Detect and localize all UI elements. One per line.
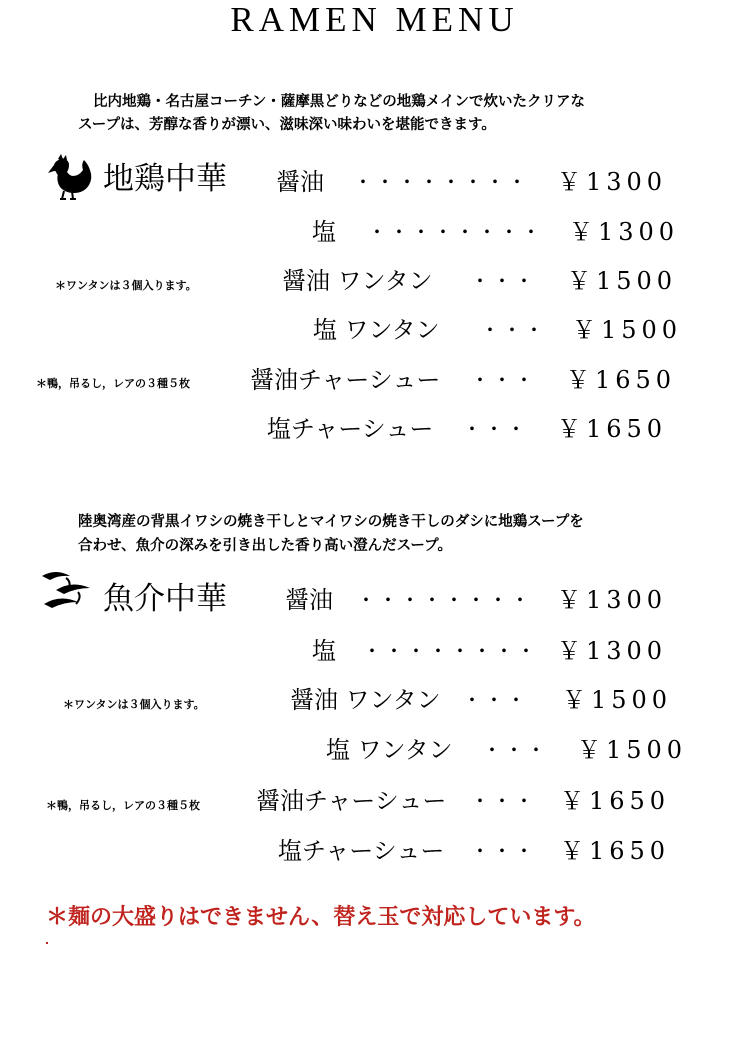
menu-item-leader-dots: ・・・・・・・・ — [353, 170, 529, 194]
menu-item-name: 塩チャーシュー — [278, 837, 445, 865]
menu-item-name: 醤油チャーシュー — [250, 366, 441, 394]
menu-item-price: ￥1300 — [557, 168, 668, 196]
menu-item-leader-dots: ・・・・・・・・ — [367, 220, 543, 244]
menu-item-leader-dots: ・・・ — [482, 738, 548, 762]
menu-item-name: 醤油 — [276, 168, 324, 196]
section-name: 魚介中華 — [103, 581, 227, 617]
menu-item-name: 塩チャーシュー — [267, 415, 434, 443]
menu-item-leader-dots: ・・・・・・・・ — [362, 639, 538, 663]
menu-item-note: ＊ワンタンは３個入ります。 — [63, 698, 205, 711]
menu-item-price: ￥1650 — [560, 787, 671, 815]
menu-item-name: 塩 ワンタン — [326, 736, 453, 764]
stray-mark — [46, 942, 48, 944]
menu-item-name: 醤油 — [285, 586, 333, 614]
menu-item-name: 塩 ワンタン — [313, 316, 440, 344]
menu-item-price: ￥1650 — [560, 837, 671, 865]
menu-item-note: ＊ワンタンは３個入ります。 — [55, 279, 197, 292]
section-description-line: スープは、芳醇な香りが漂い、滋味深い味わいを堪能できます。 — [78, 116, 496, 133]
menu-item-note: ＊鴨，吊るし，レアの３種５枚 — [36, 377, 190, 390]
rooster-icon — [44, 153, 96, 201]
section-name: 地鶏中華 — [103, 161, 227, 197]
menu-item-price: ￥1500 — [577, 736, 688, 764]
menu-item-price: ￥1650 — [557, 415, 668, 443]
menu-item-leader-dots: ・・・ — [470, 839, 536, 863]
footer-note: ＊麺の大盛りはできません、替え玉で対応しています。 — [46, 904, 596, 930]
menu-item-leader-dots: ・・・ — [470, 368, 536, 392]
menu-item-price: ￥1300 — [569, 218, 680, 246]
menu-item-leader-dots: ・・・・・・・・ — [356, 588, 532, 612]
menu-item-name: 醤油 ワンタン — [290, 686, 441, 714]
menu-item-price: ￥1500 — [562, 686, 673, 714]
fish-icon — [38, 568, 98, 618]
menu-item-name: 塩 — [312, 218, 336, 246]
menu-item-leader-dots: ・・・ — [462, 417, 528, 441]
menu-item-price: ￥1300 — [557, 586, 668, 614]
menu-item-note: ＊鴨，吊るし，レアの３種５枚 — [46, 799, 200, 812]
menu-item-price: ￥1650 — [566, 366, 677, 394]
menu-item-leader-dots: ・・・ — [462, 688, 528, 712]
page-title: RAMEN MENU — [230, 0, 519, 39]
menu-item-leader-dots: ・・・ — [470, 269, 536, 293]
menu-item-name: 塩 — [312, 637, 336, 665]
section-description-line: 比内地鶏・名古屋コーチン・薩摩黒どりなどの地鶏メインで炊いたクリアな — [93, 93, 585, 110]
menu-item-leader-dots: ・・・ — [480, 318, 546, 342]
menu-item-name: 醤油チャーシュー — [256, 787, 447, 815]
menu-item-leader-dots: ・・・ — [470, 789, 536, 813]
section-description-line: 陸奥湾産の背黒イワシの焼き干しとマイワシの焼き干しのダシに地鶏スープを — [78, 513, 584, 530]
menu-item-price: ￥1500 — [572, 316, 683, 344]
menu-item-price: ￥1300 — [557, 637, 668, 665]
menu-item-price: ￥1500 — [567, 267, 678, 295]
section-description-line: 合わせ、魚介の深みを引き出した香り高い澄んだスープ。 — [78, 537, 452, 554]
menu-item-name: 醤油 ワンタン — [282, 267, 433, 295]
